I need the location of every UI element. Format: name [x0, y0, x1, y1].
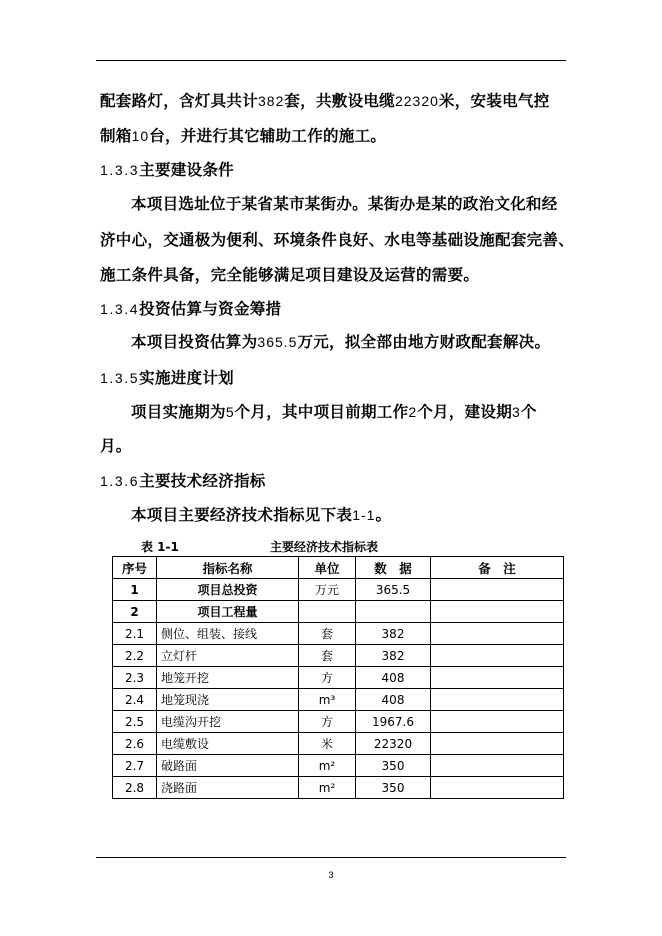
table-header-row: [113, 557, 564, 579]
row-value: 350: [356, 755, 431, 777]
row-name: 地笼开挖: [157, 667, 299, 689]
row-index: 2.4: [113, 689, 157, 711]
row-unit: 方: [299, 711, 356, 733]
table-row: [113, 579, 564, 601]
row-value: 1967.6: [356, 711, 431, 733]
header-cell-index: 序号: [113, 557, 157, 579]
row-name: 地笼现浇: [157, 689, 299, 711]
row-value: 365.5: [356, 579, 431, 601]
row-index: 2.2: [113, 645, 157, 667]
row-name: 电缆沟开挖: [157, 711, 299, 733]
heading-1-3-3: 1.3.3主要建设条件: [100, 161, 234, 179]
table-title: 主要经济技术指标表: [270, 540, 379, 554]
heading-1-3-5: 1.3.5实施进度计划: [100, 369, 234, 387]
body-line-2: 制箱10台，并进行其它辅助工作的施工。: [100, 127, 387, 145]
body-line-1: 配套路灯，含灯具共计382套，共敷设电缆22320米，安装电气控: [100, 92, 550, 110]
row-value: 408: [356, 689, 431, 711]
row-index: 2.8: [113, 777, 157, 799]
row-unit: [299, 601, 356, 623]
row-name: 浇路面: [157, 777, 299, 799]
table-row: [113, 777, 564, 799]
heading-1-3-4: 1.3.4投资估算与资金筹措: [100, 300, 282, 318]
row-remark: [431, 733, 564, 755]
table-row: [113, 689, 564, 711]
footer-rule: [96, 857, 566, 858]
row-index: 2: [113, 601, 157, 623]
row-remark: [431, 711, 564, 733]
table-row: [113, 601, 564, 623]
table-row: [113, 667, 564, 689]
body-line-4: 济中心，交通极为便利、环境条件良好、水电等基础设施配套完善、: [100, 231, 575, 249]
table-row: [113, 755, 564, 777]
row-name: 立灯杆: [157, 645, 299, 667]
page-number: 3: [328, 870, 334, 880]
body-line-8: 月。: [100, 437, 132, 455]
indicators-table: [112, 556, 564, 799]
row-remark: [431, 777, 564, 799]
body-line-5: 施工条件具备，完全能够满足项目建设及运营的需要。: [100, 266, 480, 284]
row-name: 电缆敷设: [157, 733, 299, 755]
row-value: 382: [356, 645, 431, 667]
row-value: [356, 601, 431, 623]
row-unit: 万元: [299, 579, 356, 601]
row-name: 项目工程量: [157, 601, 299, 623]
body-line-3: 本项目选址位于某省某市某街办。某街办是某的政治文化和经: [131, 195, 558, 213]
row-value: 408: [356, 667, 431, 689]
row-unit: m²: [299, 777, 356, 799]
body-line-6: 本项目投资估算为365.5万元，拟全部由地方财政配套解决。: [131, 333, 551, 351]
row-name: 侧位、组装、接线: [157, 623, 299, 645]
row-index: 2.7: [113, 755, 157, 777]
table-label: 表 1-1: [141, 540, 179, 554]
table-row: [113, 645, 564, 667]
row-index: 2.5: [113, 711, 157, 733]
body-line-7: 项目实施期为5个月，其中项目前期工作2个月，建设期3个: [131, 403, 537, 421]
row-name: 项目总投资: [157, 579, 299, 601]
row-value: 350: [356, 777, 431, 799]
row-remark: [431, 579, 564, 601]
row-name: 破路面: [157, 755, 299, 777]
row-value: 22320: [356, 733, 431, 755]
row-index: 2.3: [113, 667, 157, 689]
table-row: [113, 733, 564, 755]
heading-1-3-6: 1.3.6主要技术经济指标: [100, 472, 266, 490]
row-unit: 方: [299, 667, 356, 689]
row-index: 2.6: [113, 733, 157, 755]
header-cell-name: 指标名称: [157, 557, 299, 579]
row-remark: [431, 601, 564, 623]
table-row: [113, 623, 564, 645]
header-cell-unit: 单位: [299, 557, 356, 579]
row-remark: [431, 667, 564, 689]
row-remark: [431, 645, 564, 667]
row-unit: 套: [299, 645, 356, 667]
body-line-9: 本项目主要经济技术指标见下表1-1。: [131, 506, 392, 524]
header-cell-value: 数 据: [356, 557, 431, 579]
table-row: [113, 711, 564, 733]
row-unit: 米: [299, 733, 356, 755]
row-unit: m²: [299, 755, 356, 777]
row-remark: [431, 623, 564, 645]
header-rule: [96, 60, 566, 61]
row-remark: [431, 689, 564, 711]
row-unit: m³: [299, 689, 356, 711]
header-cell-remark: 备 注: [431, 557, 564, 579]
row-unit: 套: [299, 623, 356, 645]
row-remark: [431, 755, 564, 777]
row-index: 2.1: [113, 623, 157, 645]
row-value: 382: [356, 623, 431, 645]
row-index: 1: [113, 579, 157, 601]
